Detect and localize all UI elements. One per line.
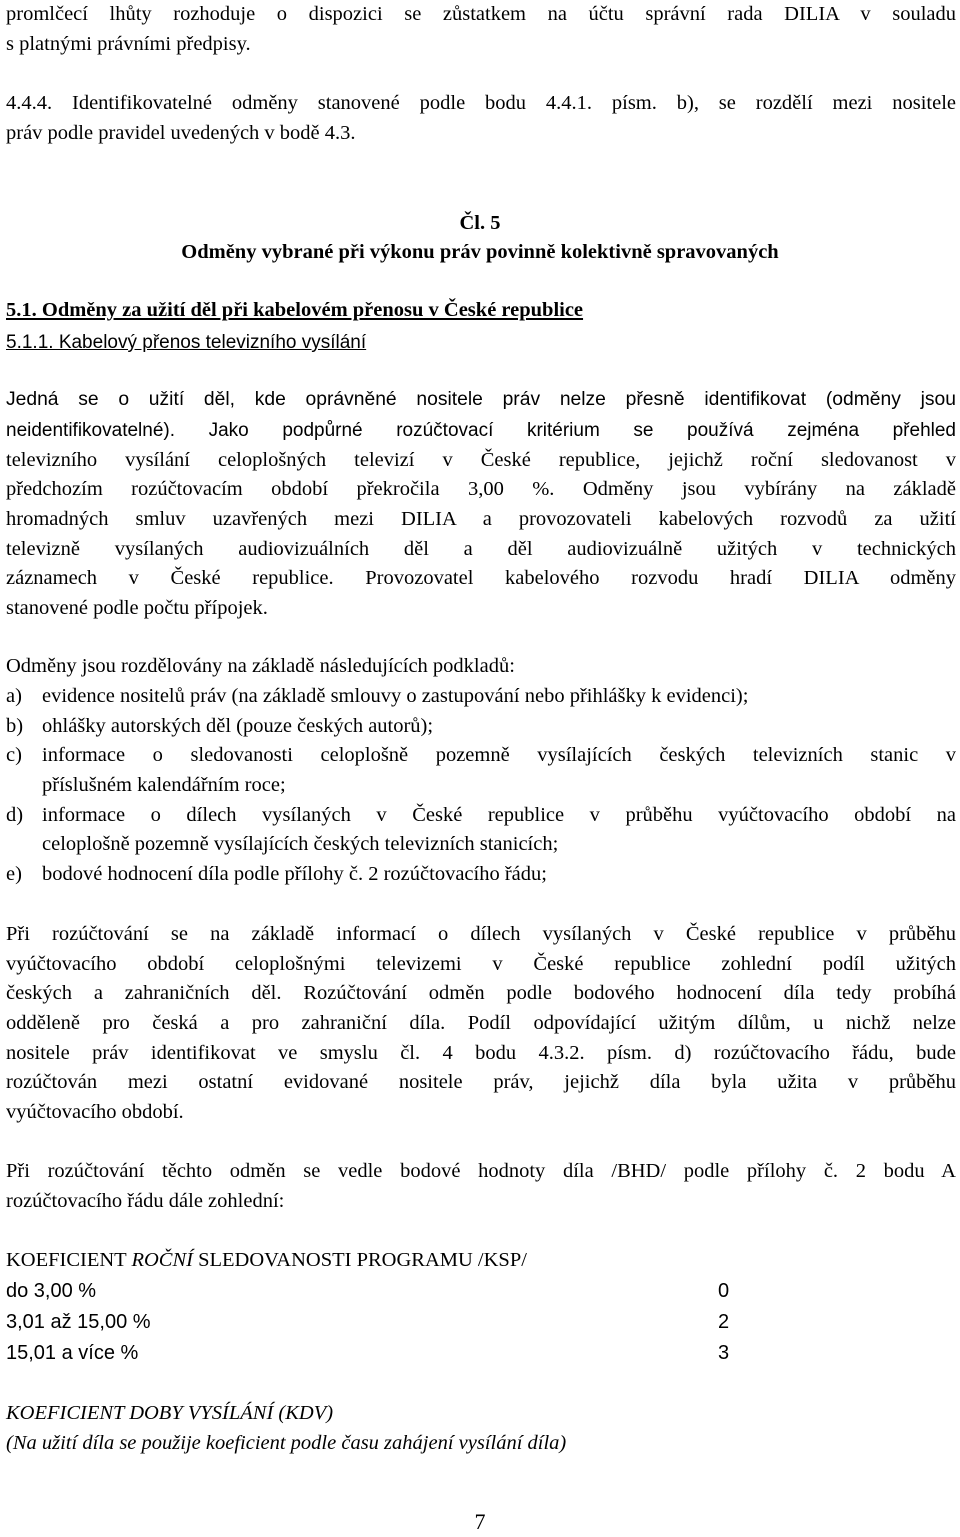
list-text: informace o sledovanosti celoplošně pozemně vysílajících českých televizních stanic v xyxy=(42,744,956,766)
page-number: 7 xyxy=(474,1509,486,1534)
paragraph-line: Při rozúčtování těchto odměn se vedle bodové hodnoty díla /BHD/ podle přílohy č. 2 bodu A xyxy=(6,1160,956,1182)
list-text: informace o dílech vysílaných v České republice v průběhu vyúčtovacího období na xyxy=(42,804,956,826)
paragraph-line: hromadných smluv uzavřených mezi DILIA a provozovateli kabelových rozvodů za užití xyxy=(6,508,956,530)
list-label: d) xyxy=(6,804,24,826)
ksp-range: 3,01 až 15,00 % xyxy=(6,1311,151,1333)
subsection-heading: 5.1.1. Kabelový přenos televizního vysílání xyxy=(6,332,367,353)
paragraph-line: 4.4.4. Identifikovatelné odměny stanovené podle bodu 4.4.1. písm. b), se rozdělí mezi nositele xyxy=(6,92,956,114)
paragraph-line: s platnými právními předpisy. xyxy=(6,33,251,55)
paragraph-line: rozúčtován mezi ostatní evidované nositele práv, jejichž díla byla užita v průběhu xyxy=(6,1071,956,1093)
paragraph-line: televizního vysílání celoplošných televizí v České republice, jejichž roční sledovanost v xyxy=(6,449,956,471)
list-intro: Odměny jsou rozdělovány na základě následujících podkladů: xyxy=(6,655,515,677)
list-label: e) xyxy=(6,863,22,885)
ksp-value: 0 xyxy=(718,1280,730,1302)
ksp-range: do 3,00 % xyxy=(6,1280,97,1302)
paragraph-line: nositele práv identifikovat ve smyslu čl. 4 bodu 4.3.2. písm. d) rozúčtovacího řádu, bude xyxy=(6,1042,956,1064)
paragraph-line: neidentifikovatelné). Jako podpůrné rozúčtovací kritérium se používá zejména přehled xyxy=(6,420,956,441)
ksp-heading: KOEFICIENT ROČNÍ SLEDOVANOSTI PROGRAMU /KSP/ xyxy=(6,1249,527,1271)
paragraph-line: televizně vysílaných audiovizuálních děl a děl audiovizuálně užitých v technických xyxy=(6,538,956,560)
paragraph-line: Při rozúčtování se na základě informací o dílech vysílaných v České republice v průběhu xyxy=(6,923,956,945)
paragraph-line: vyúčtovacího období celoplošnými televizemi v České republice zohlední podíl užitých xyxy=(6,953,956,975)
kdv-note: (Na užití díla se použije koeficient podle času zahájení vysílání díla) xyxy=(6,1432,567,1454)
ksp-value: 2 xyxy=(718,1311,730,1333)
list-text: ohlášky autorských děl (pouze českých autorů); xyxy=(42,715,434,737)
paragraph-line: českých a zahraničních děl. Rozúčtování odměn podle bodového hodnocení díla tedy probíhá xyxy=(6,982,956,1004)
list-label: a) xyxy=(6,685,22,707)
list-text: evidence nositelů práv (na základě smlouvy o zastupování nebo přihlášky k evidenci); xyxy=(42,685,749,707)
paragraph-line: promlčecí lhůty rozhoduje o dispozici se zůstatkem na účtu správní rada DILIA v souladu xyxy=(6,3,956,25)
ksp-range: 15,01 a více % xyxy=(6,1342,139,1364)
list-text: celoplošně pozemně vysílajících českých televizních stanicích; xyxy=(42,833,559,855)
paragraph-line: záznamech v České republice. Provozovatel kabelového rozvodu hradí DILIA odměny xyxy=(6,567,956,589)
ksp-value: 3 xyxy=(718,1342,730,1364)
article-number: Čl. 5 xyxy=(459,212,501,234)
article-title: Odměny vybrané při výkonu práv povinně kolektivně spravovaných xyxy=(181,241,779,263)
kdv-heading: KOEFICIENT DOBY VYSÍLÁNÍ (KDV) xyxy=(6,1402,334,1424)
paragraph-line: Jedná se o užití děl, kde oprávněné nositele práv nelze přesně identifikovat (odměny jsou xyxy=(6,389,956,410)
paragraph-line: odděleně pro česká a pro zahraniční díla. Podíl odpovídající užitým dílům, u nichž nelze xyxy=(6,1012,956,1034)
list-label: b) xyxy=(6,715,24,737)
paragraph-line: stanovené podle počtu přípojek. xyxy=(6,597,268,619)
list-label: c) xyxy=(6,744,22,766)
paragraph-line: rozúčtovacího řádu dále zohlední: xyxy=(6,1190,285,1212)
list-text: příslušném kalendářním roce; xyxy=(42,774,286,796)
section-heading: 5.1. Odměny za užití děl při kabelovém přenosu v České republice xyxy=(6,299,584,321)
paragraph-line: práv podle pravidel uvedených v bodě 4.3. xyxy=(6,122,356,144)
paragraph-line: předchozím rozúčtovacím období překročila 3,00 %. Odměny jsou vybírány na základě xyxy=(6,478,956,500)
list-text: bodové hodnocení díla podle přílohy č. 2 rozúčtovacího řádu; xyxy=(42,863,547,885)
paragraph-line: vyúčtovacího období. xyxy=(6,1101,184,1123)
